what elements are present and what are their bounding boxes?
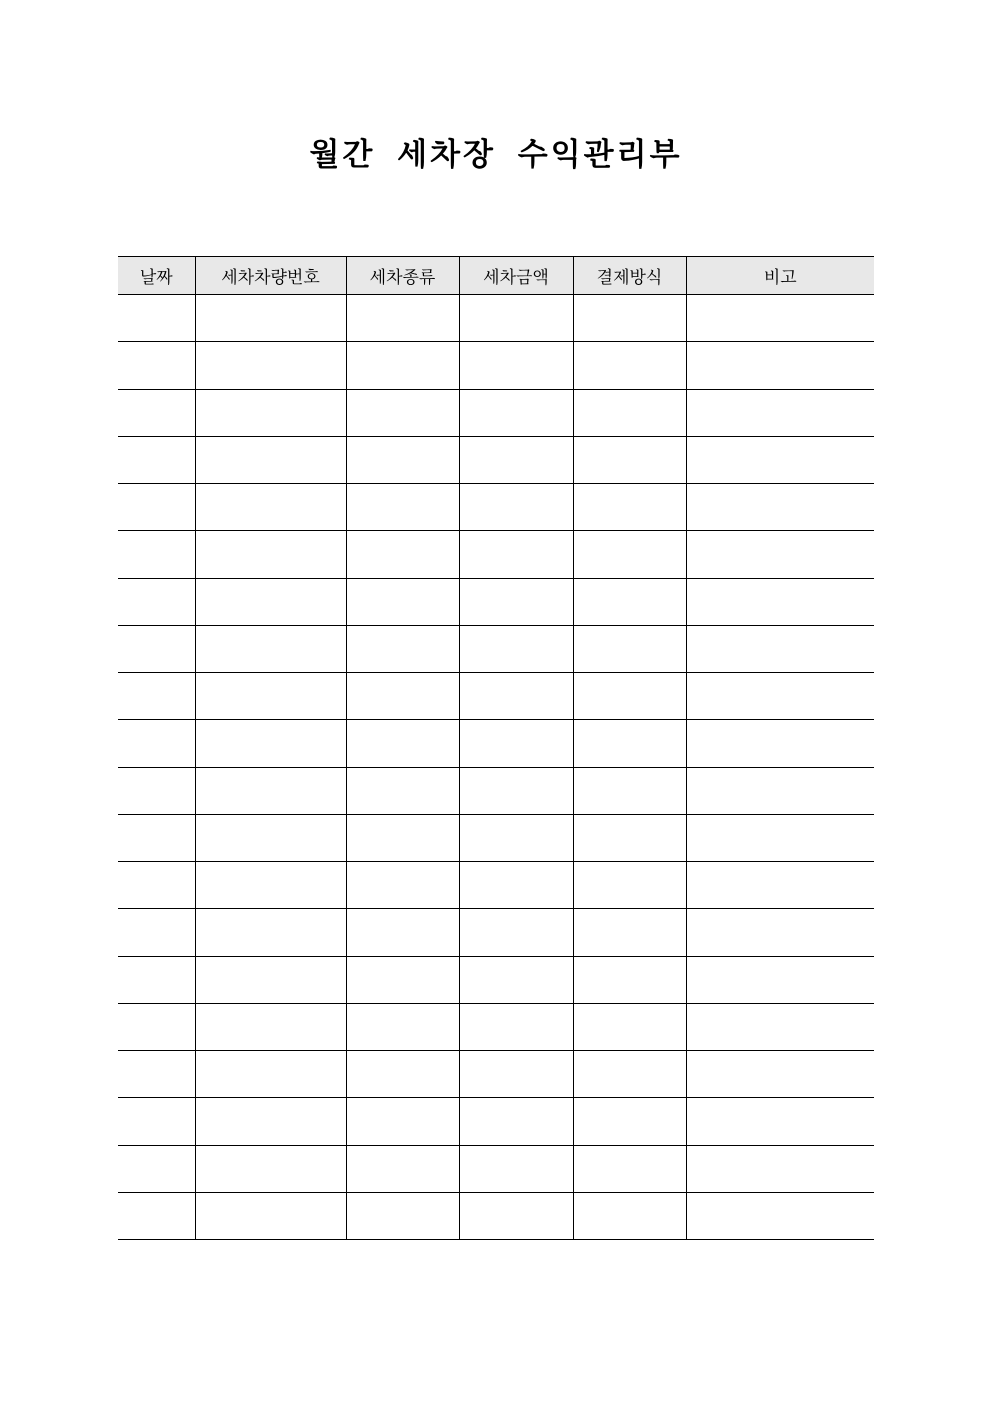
remarks-cell[interactable] (686, 1051, 874, 1098)
table-row (118, 1098, 874, 1145)
table-row (118, 389, 874, 436)
table-row (118, 578, 874, 625)
table-row (118, 342, 874, 389)
wash-amount-cell[interactable] (459, 767, 573, 814)
vehicle-number-cell[interactable] (195, 720, 346, 767)
date-cell[interactable] (118, 1145, 195, 1192)
wash-amount-cell[interactable] (459, 625, 573, 672)
payment-method-cell[interactable] (573, 625, 686, 672)
vehicle-number-cell[interactable] (195, 956, 346, 1003)
payment-method-cell[interactable] (573, 673, 686, 720)
date-cell[interactable] (118, 720, 195, 767)
wash-type-cell[interactable] (346, 909, 459, 956)
remarks-cell[interactable] (686, 956, 874, 1003)
payment-method-cell[interactable] (573, 956, 686, 1003)
remarks-cell[interactable] (686, 767, 874, 814)
column-header-wash-type: 세차종류 (346, 257, 459, 295)
table-row (118, 767, 874, 814)
date-cell[interactable] (118, 673, 195, 720)
remarks-cell[interactable] (686, 1192, 874, 1239)
vehicle-number-cell[interactable] (195, 531, 346, 578)
wash-type-cell[interactable] (346, 1192, 459, 1239)
wash-amount-cell[interactable] (459, 436, 573, 483)
vehicle-number-cell[interactable] (195, 862, 346, 909)
vehicle-number-cell[interactable] (195, 1051, 346, 1098)
remarks-cell[interactable] (686, 1098, 874, 1145)
wash-type-cell[interactable] (346, 1098, 459, 1145)
payment-method-cell[interactable] (573, 862, 686, 909)
wash-amount-cell[interactable] (459, 484, 573, 531)
vehicle-number-cell[interactable] (195, 1145, 346, 1192)
wash-type-cell[interactable] (346, 578, 459, 625)
remarks-cell[interactable] (686, 862, 874, 909)
column-header-payment-method: 결제방식 (573, 257, 686, 295)
table-row (118, 862, 874, 909)
table-row (118, 1145, 874, 1192)
wash-amount-cell[interactable] (459, 814, 573, 861)
date-cell[interactable] (118, 578, 195, 625)
wash-type-cell[interactable] (346, 720, 459, 767)
vehicle-number-cell[interactable] (195, 578, 346, 625)
date-cell[interactable] (118, 1192, 195, 1239)
date-cell[interactable] (118, 862, 195, 909)
payment-method-cell[interactable] (573, 389, 686, 436)
payment-method-cell[interactable] (573, 1098, 686, 1145)
payment-method-cell[interactable] (573, 1192, 686, 1239)
wash-amount-cell[interactable] (459, 673, 573, 720)
table-row (118, 484, 874, 531)
date-cell[interactable] (118, 956, 195, 1003)
payment-method-cell[interactable] (573, 578, 686, 625)
vehicle-number-cell[interactable] (195, 389, 346, 436)
wash-type-cell[interactable] (346, 436, 459, 483)
remarks-cell[interactable] (686, 909, 874, 956)
payment-method-cell[interactable] (573, 814, 686, 861)
date-cell[interactable] (118, 436, 195, 483)
date-cell[interactable] (118, 389, 195, 436)
payment-method-cell[interactable] (573, 436, 686, 483)
table-row (118, 720, 874, 767)
date-cell[interactable] (118, 814, 195, 861)
table-row (118, 1051, 874, 1098)
remarks-cell[interactable] (686, 673, 874, 720)
wash-type-cell[interactable] (346, 342, 459, 389)
table-row (118, 673, 874, 720)
wash-amount-cell[interactable] (459, 578, 573, 625)
page-title: 월간 세차장 수익관리부 (309, 137, 683, 173)
wash-type-cell[interactable] (346, 1145, 459, 1192)
vehicle-number-cell[interactable] (195, 909, 346, 956)
wash-amount-cell[interactable] (459, 1192, 573, 1239)
column-header-vehicle-number: 세차차량번호 (195, 257, 346, 295)
column-header-date: 날짜 (118, 257, 195, 295)
remarks-cell[interactable] (686, 625, 874, 672)
vehicle-number-cell[interactable] (195, 484, 346, 531)
remarks-cell[interactable] (686, 531, 874, 578)
wash-type-cell[interactable] (346, 862, 459, 909)
table-row (118, 1003, 874, 1050)
wash-type-cell[interactable] (346, 295, 459, 342)
remarks-cell[interactable] (686, 1003, 874, 1050)
date-cell[interactable] (118, 625, 195, 672)
remarks-cell[interactable] (686, 436, 874, 483)
payment-method-cell[interactable] (573, 531, 686, 578)
table-row (118, 625, 874, 672)
wash-type-cell[interactable] (346, 1051, 459, 1098)
date-cell[interactable] (118, 767, 195, 814)
date-cell[interactable] (118, 1098, 195, 1145)
date-cell[interactable] (118, 531, 195, 578)
vehicle-number-cell[interactable] (195, 814, 346, 861)
table-row (118, 436, 874, 483)
vehicle-number-cell[interactable] (195, 673, 346, 720)
wash-type-cell[interactable] (346, 956, 459, 1003)
remarks-cell[interactable] (686, 720, 874, 767)
remarks-cell[interactable] (686, 1145, 874, 1192)
date-cell[interactable] (118, 1003, 195, 1050)
table-row (118, 1192, 874, 1239)
date-cell[interactable] (118, 1051, 195, 1098)
vehicle-number-cell[interactable] (195, 295, 346, 342)
table-header-row (118, 257, 874, 295)
remarks-cell[interactable] (686, 814, 874, 861)
date-cell[interactable] (118, 484, 195, 531)
wash-amount-cell[interactable] (459, 720, 573, 767)
payment-method-cell[interactable] (573, 767, 686, 814)
payment-method-cell[interactable] (573, 720, 686, 767)
wash-amount-cell[interactable] (459, 295, 573, 342)
wash-amount-cell[interactable] (459, 1003, 573, 1050)
wash-type-cell[interactable] (346, 1003, 459, 1050)
remarks-cell[interactable] (686, 389, 874, 436)
table-row (118, 295, 874, 342)
date-cell[interactable] (118, 909, 195, 956)
table-row (118, 814, 874, 861)
wash-type-cell[interactable] (346, 484, 459, 531)
payment-method-cell[interactable] (573, 295, 686, 342)
wash-type-cell[interactable] (346, 814, 459, 861)
payment-method-cell[interactable] (573, 342, 686, 389)
remarks-cell[interactable] (686, 578, 874, 625)
column-header-remarks: 비고 (686, 257, 874, 295)
remarks-cell[interactable] (686, 295, 874, 342)
wash-amount-cell[interactable] (459, 862, 573, 909)
payment-method-cell[interactable] (573, 909, 686, 956)
date-cell[interactable] (118, 342, 195, 389)
wash-amount-cell[interactable] (459, 956, 573, 1003)
table-row (118, 956, 874, 1003)
revenue-ledger-table (118, 256, 874, 1240)
wash-amount-cell[interactable] (459, 342, 573, 389)
vehicle-number-cell[interactable] (195, 1098, 346, 1145)
date-cell[interactable] (118, 295, 195, 342)
wash-amount-cell[interactable] (459, 389, 573, 436)
table-row (118, 909, 874, 956)
table-row (118, 531, 874, 578)
wash-type-cell[interactable] (346, 767, 459, 814)
vehicle-number-cell[interactable] (195, 1192, 346, 1239)
wash-amount-cell[interactable] (459, 909, 573, 956)
payment-method-cell[interactable] (573, 1051, 686, 1098)
wash-type-cell[interactable] (346, 531, 459, 578)
table-body (118, 295, 874, 1240)
remarks-cell[interactable] (686, 342, 874, 389)
column-header-wash-amount: 세차금액 (459, 257, 573, 295)
wash-type-cell[interactable] (346, 389, 459, 436)
remarks-cell[interactable] (686, 484, 874, 531)
wash-type-cell[interactable] (346, 673, 459, 720)
wash-amount-cell[interactable] (459, 1145, 573, 1192)
wash-amount-cell[interactable] (459, 531, 573, 578)
payment-method-cell[interactable] (573, 1003, 686, 1050)
vehicle-number-cell[interactable] (195, 1003, 346, 1050)
wash-amount-cell[interactable] (459, 1051, 573, 1098)
vehicle-number-cell[interactable] (195, 625, 346, 672)
wash-type-cell[interactable] (346, 625, 459, 672)
vehicle-number-cell[interactable] (195, 342, 346, 389)
payment-method-cell[interactable] (573, 1145, 686, 1192)
vehicle-number-cell[interactable] (195, 436, 346, 483)
wash-amount-cell[interactable] (459, 1098, 573, 1145)
payment-method-cell[interactable] (573, 484, 686, 531)
vehicle-number-cell[interactable] (195, 767, 346, 814)
